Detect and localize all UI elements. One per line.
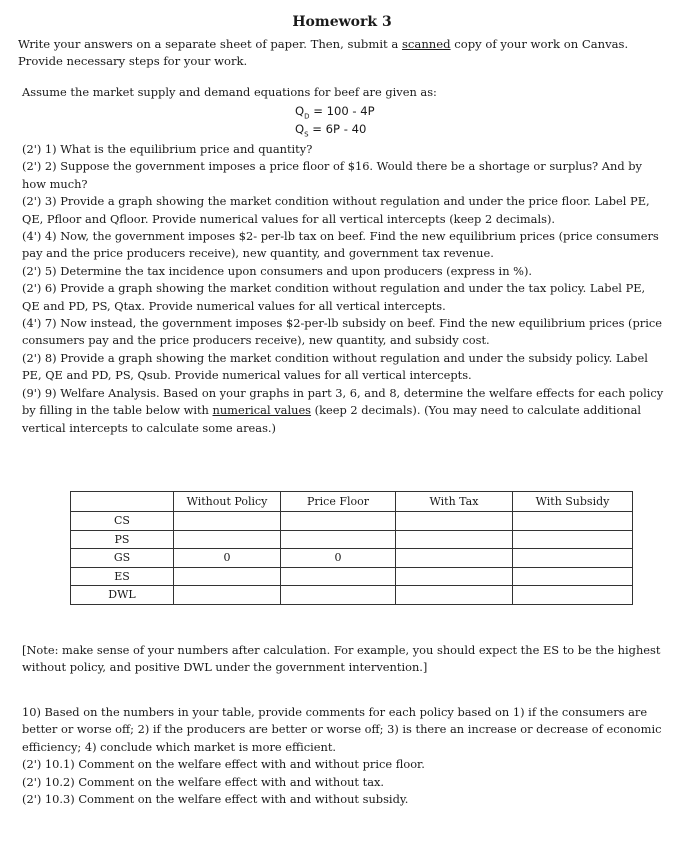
question-10-1: (2') 10.1) Comment on the welfare effect with and without price floor. — [22, 757, 425, 772]
table-header-cell: Without Policy — [174, 492, 281, 512]
table-header-cell: Price Floor — [281, 492, 396, 512]
question-9: (9') 9) Welfare Analysis. Based on your graphs in part 3, 6, and 8, determine the welfare effects for each policy by filling in the table below with numerical values (keep 2 decimals). (You may need to calculate additional vertical intercepts to calculate some areas.) — [22, 385, 664, 435]
table-cell — [281, 530, 396, 549]
table-cell: 0 — [281, 549, 396, 568]
instructions — [18, 36, 666, 70]
table-row — [71, 549, 633, 568]
note-text: [Note: make sense of your numbers after calculation. For example, you should expect the ES to be the highest without policy, and positive DWL under the government intervention.] — [22, 643, 661, 675]
table-cell — [174, 567, 281, 586]
question-8: (2') 8) Provide a graph showing the market condition without regulation and under the subsidy policy. Label PE, QE and PD, PS, Qsub. Provide numerical values for all vertical intercepts. — [22, 350, 648, 383]
table-cell — [281, 586, 396, 605]
row-label: GS — [71, 549, 174, 568]
page-title: Homework 3 — [292, 14, 392, 30]
instructions-underlined: scanned — [401, 37, 451, 51]
question-4: (4') 4) Now, the government imposes $2- per-lb tax on beef. Find the new equilibrium prices (price consumers pay and the price producers receive), new quantity, and government tax revenue. — [22, 229, 659, 261]
question-1: (2') 1) What is the equilibrium price and quantity? — [22, 142, 313, 156]
table-row — [71, 512, 633, 531]
table-row — [71, 567, 633, 586]
table-cell — [396, 512, 513, 531]
table-cell — [513, 586, 633, 605]
table-cell — [513, 512, 633, 531]
table-cell — [396, 530, 513, 549]
table-row — [71, 586, 633, 605]
row-label: CS — [71, 512, 174, 531]
row-label: DWL — [71, 586, 174, 605]
table-cell — [396, 567, 513, 586]
table-cell — [281, 567, 396, 586]
market-lead: Assume the market supply and demand equations for beef are given as: — [22, 85, 437, 99]
table-cell — [396, 549, 513, 568]
instructions-text-2: copy of your work on Canvas. Provide necessary steps for your work. — [18, 37, 629, 68]
row-label: ES — [71, 567, 174, 586]
question-10-3: (2') 10.3) Comment on the welfare effect with and without subsidy. — [22, 792, 409, 807]
table-cell — [174, 530, 281, 549]
table-cell — [281, 512, 396, 531]
table-header-cell — [71, 492, 174, 512]
table-cell — [513, 530, 633, 549]
table-cell — [174, 586, 281, 605]
table-cell — [396, 586, 513, 605]
table-cell — [174, 512, 281, 531]
table-cell — [513, 567, 633, 586]
instructions-text-1: Write your answers on a separate sheet of paper. Then, submit a — [18, 37, 402, 51]
question-2: (2') 2) Suppose the government imposes a price floor of $16. Would there be a shortage or surplus? And by how much? — [22, 159, 642, 191]
table-header-cell: With Subsidy — [513, 492, 633, 512]
table-cell: 0 — [174, 549, 281, 568]
table-cell — [513, 549, 633, 568]
row-label: PS — [71, 530, 174, 549]
table-header-cell: With Tax — [396, 492, 513, 512]
question-10-2: (2') 10.2) Comment on the welfare effect with and without tax. — [22, 774, 385, 789]
question-7: (4') 7) Now instead, the government imposes $2-per-lb subsidy on beef. Find the new equilibrium prices (price consumers pay and the price producers receive), new quantity, and subsidy cost. — [22, 316, 662, 348]
welfare-table — [70, 491, 633, 605]
question-9-underlined: numerical values — [212, 403, 312, 418]
question-10-lead: 10) Based on the numbers in your table, provide comments for each policy based on 1) if the consumers are better or worse off; 2) if the producers are better or worse off; 3) is there an increase or decrease of economic efficiency; 4) conclude which market is more efficient. — [22, 705, 662, 754]
table-header-row — [71, 492, 633, 512]
supply-equation: $Q_S = 6P - 40$ — [295, 122, 367, 139]
table-row — [71, 530, 633, 549]
question-10-block — [22, 704, 666, 808]
question-3: (2') 3) Provide a graph showing the market condition without regulation and under the price floor. Label PE, QE, Pfloor and Qfloor. Provide numerical values for all vertical intercepts (keep 2 decimals). — [22, 194, 650, 226]
demand-equation: $Q_D = 100 - 4P$ — [295, 104, 375, 121]
question-5: (2') 5) Determine the tax incidence upon consumers and upon producers (express in %). — [22, 263, 533, 278]
question-list — [22, 141, 666, 437]
question-6: (2') 6) Provide a graph showing the market condition without regulation and under the tax policy. Label PE, QE and PD, PS, Qtax. Provide numerical values for all vertical intercepts. — [22, 281, 646, 313]
